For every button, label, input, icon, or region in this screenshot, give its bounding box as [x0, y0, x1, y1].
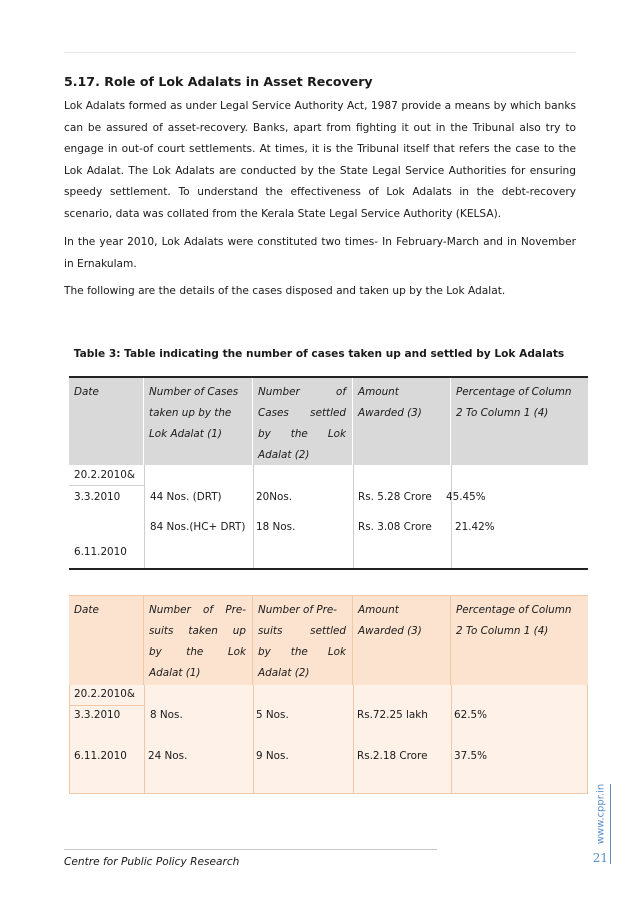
header-cases-taken	[144, 378, 253, 465]
paragraph-sessions: In the year 2010, Lok Adalats were constituted two times- In February-March and in November in Ernakulam.	[64, 236, 576, 270]
table-cell-percent: 45.45%	[446, 491, 486, 503]
top-rule	[64, 52, 576, 53]
header-line: Awarded (3)	[358, 625, 422, 637]
header-line: Cases settled	[258, 407, 346, 419]
table-pre-suits	[69, 595, 588, 794]
date-cell: 3.3.2010	[74, 491, 121, 503]
header-amount	[353, 596, 451, 685]
table-caption: Table 3: Table indicating the number of cases taken up and settled by Lok Adalats	[73, 348, 565, 360]
column-divider	[353, 465, 354, 568]
table-header	[69, 376, 588, 465]
table-cell-percent: 21.42%	[455, 521, 495, 533]
table-cell-settled: 5 Nos.	[256, 709, 289, 721]
column-divider	[253, 685, 254, 793]
column-divider	[451, 465, 452, 568]
header-line: by the Lok	[258, 428, 346, 440]
header-line: suits taken up	[149, 625, 246, 637]
header-date	[69, 378, 144, 465]
date-cell: 20.2.2010&	[74, 469, 135, 481]
header-line: taken up by the	[149, 407, 232, 419]
header-line: 2 To Column 1 (4)	[456, 407, 549, 419]
header-line: Awarded (3)	[358, 407, 422, 419]
table-cell-amount: Rs.72.25 lakh	[357, 709, 428, 721]
table-cell-percent: 37.5%	[454, 750, 488, 762]
header-line: Amount	[358, 386, 399, 398]
date-cell: 6.11.2010	[74, 750, 127, 762]
table-cell-amount: Rs. 5.28 Crore	[358, 491, 432, 503]
date-cell: 3.3.2010	[74, 709, 121, 721]
column-divider	[144, 465, 145, 568]
header-line: Amount	[358, 604, 399, 616]
header-line: Percentage of Column	[456, 386, 572, 398]
website-label	[594, 784, 608, 844]
header-line: Date	[74, 604, 99, 616]
table-cases	[69, 376, 588, 570]
header-line: Lok Adalat (1)	[149, 428, 222, 440]
row-divider	[70, 705, 144, 706]
header-line: Date	[74, 386, 99, 398]
column-divider	[144, 685, 145, 793]
header-line: Adalat (2)	[258, 667, 310, 679]
table-cell-amount: Rs. 3.08 Crore	[358, 521, 432, 533]
table-cell-settled: 20Nos.	[256, 491, 293, 503]
table-cell-taken: 44 Nos. (DRT)	[150, 491, 222, 503]
section-heading: 5.17. Role of Lok Adalats in Asset Recovery	[64, 74, 373, 89]
table-cell-settled: 9 Nos.	[256, 750, 289, 762]
header-cases-settled	[253, 378, 353, 465]
header-line: Number of Cases	[149, 386, 239, 398]
header-percentage	[451, 378, 588, 465]
column-divider	[353, 685, 354, 793]
footer-rule	[64, 849, 437, 850]
table-cell-taken: 84 Nos.(HC+ DRT)	[150, 521, 246, 533]
column-divider	[451, 685, 452, 793]
table-cell-percent: 62.5%	[454, 709, 488, 721]
table-cell-taken: 8 Nos.	[150, 709, 183, 721]
header-line: Adalat (1)	[149, 667, 201, 679]
header-presuits-settled	[253, 596, 353, 685]
header-percentage	[451, 596, 588, 685]
header-line: 2 To Column 1 (4)	[456, 625, 549, 637]
header-line: Percentage of Column	[456, 604, 572, 616]
side-rule	[610, 784, 611, 864]
paragraph-details: The following are the details of the cases disposed and taken up by the Lok Adalat.	[64, 285, 506, 297]
table-cell-amount: Rs.2.18 Crore	[357, 750, 428, 762]
header-line: by the Lok	[258, 646, 346, 658]
page-number: 21	[592, 851, 608, 865]
date-cell: 6.11.2010	[74, 546, 127, 558]
header-line: Number of	[258, 386, 346, 398]
header-line: suits settled	[258, 625, 346, 637]
header-line: Number of Pre-	[149, 604, 246, 616]
table-cell-taken: 24 Nos.	[148, 750, 188, 762]
website-text: www.cppr.in	[595, 783, 607, 845]
header-amount	[353, 378, 451, 465]
column-divider	[253, 465, 254, 568]
table-body	[69, 465, 588, 570]
table-cell-settled: 18 Nos.	[256, 521, 296, 533]
header-date	[69, 596, 144, 685]
header-presuits-taken	[144, 596, 253, 685]
paragraph-intro: Lok Adalats formed as under Legal Service Authority Act, 1987 provide a means by which banks can be assured of asset-recovery. Banks, apart from fighting it out in the Tribunal also try to engage in out-of court settlements. At times, it is the Tribunal itself that refers the case to the Lok Adalat. The Lok Adalats are conducted by the State Legal Service Authorities for ensuring speedy settlement. To understand the effectiveness of Lok Adalats in the debt-recovery scenario, data was collated from the Kerala State Legal Service Authority (KELSA).	[64, 100, 576, 220]
table-header	[69, 595, 588, 685]
row-divider	[69, 485, 144, 486]
table-body	[69, 685, 588, 794]
footer-organization: Centre for Public Policy Research	[64, 856, 240, 868]
date-cell: 20.2.2010&	[74, 688, 135, 700]
header-line: by the Lok	[149, 646, 246, 658]
header-line: Number of Pre-	[258, 604, 338, 616]
header-line: Adalat (2)	[258, 449, 310, 461]
